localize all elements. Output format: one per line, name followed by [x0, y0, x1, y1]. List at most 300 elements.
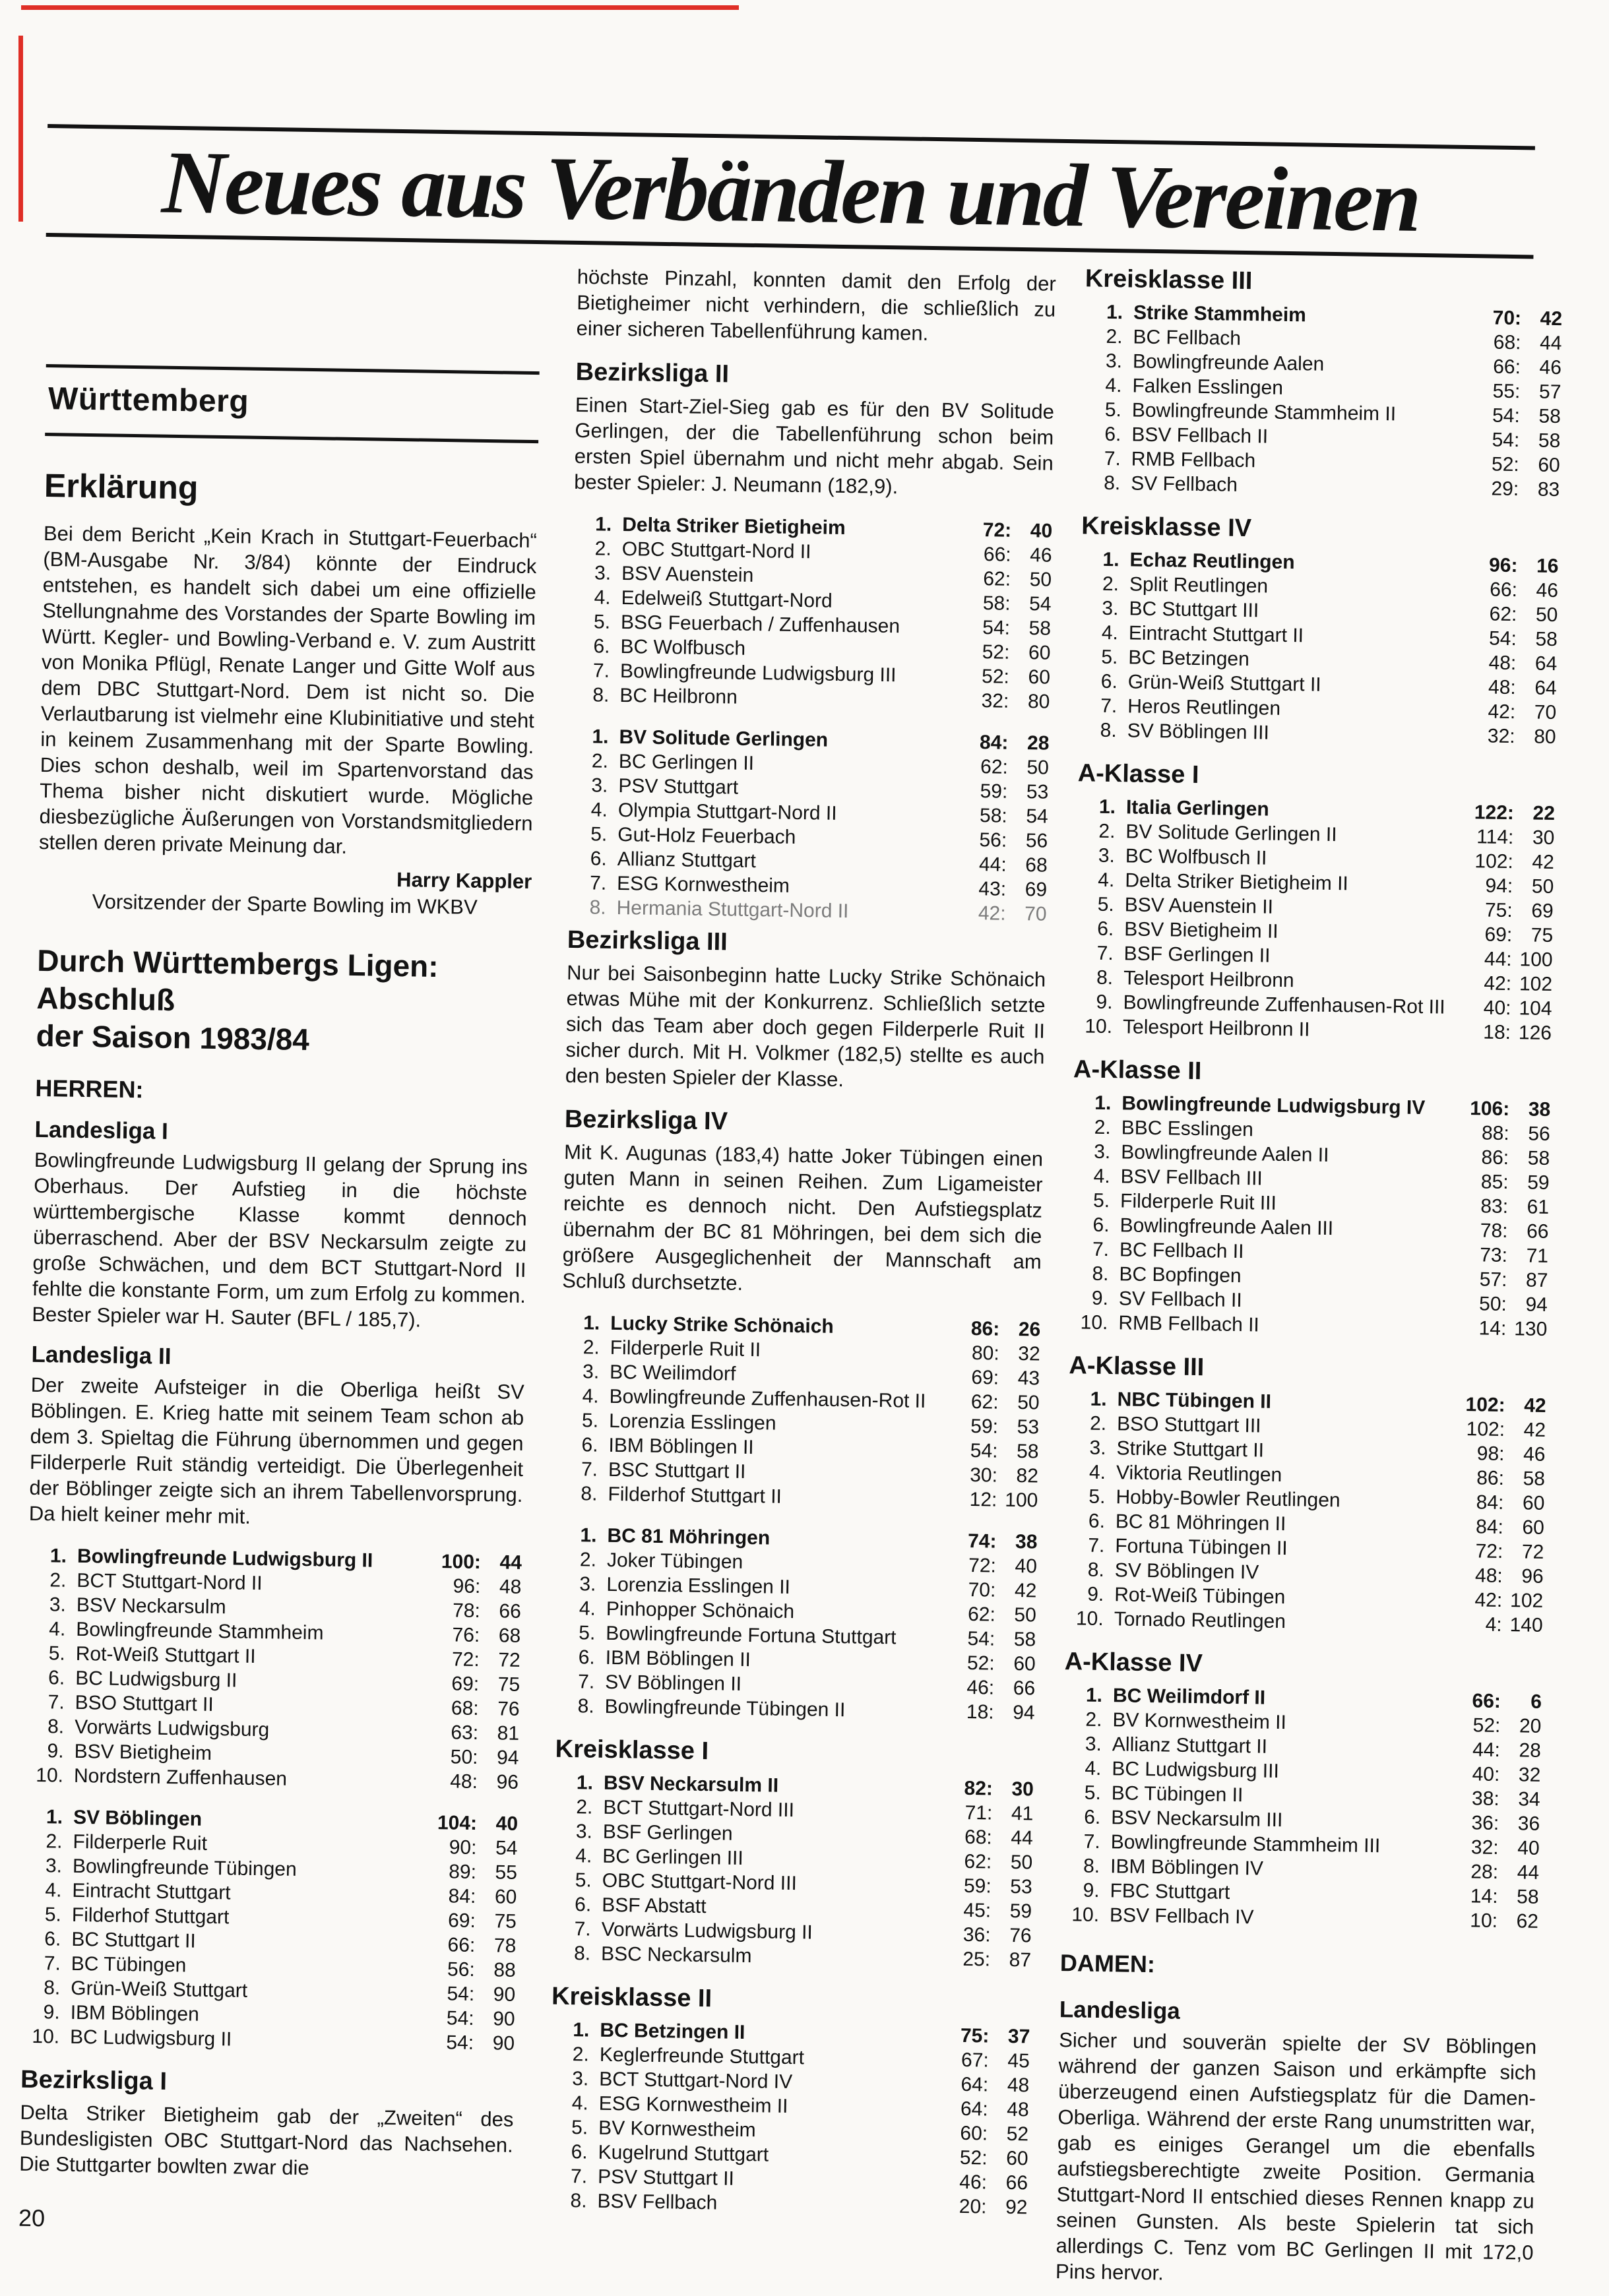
team-name: BC Fellbach — [1133, 326, 1242, 350]
team-rank: 5. — [590, 823, 608, 846]
team-name: Hobby-Bowler Reutlingen — [1116, 1486, 1341, 1512]
team-name: Allianz Stuttgart II — [1112, 1733, 1268, 1758]
team-name: Nordstern Zuffenhausen — [73, 1764, 288, 1790]
team-rank: 7. — [44, 1952, 61, 1975]
team-score: 14 : 58 — [1470, 1885, 1539, 1908]
team-name: BSO Stuttgart II — [75, 1691, 214, 1716]
team-rank: 9. — [1087, 1583, 1104, 1606]
team-name: Vorwärts Ludwigsburg — [74, 1716, 270, 1741]
team-rank: 10. — [36, 1764, 64, 1787]
team-score: 48 : 96 — [450, 1770, 519, 1793]
standings-aklasse1 — [1074, 794, 1555, 1045]
bezirksliga4-body: Mit K. Augunas (183,4) hatte Joker Tübingen einen guten Mann in seinen Reihen. Zum Ligameister reichte es dennoch nicht. Den Aufstiegsplatz übernahm der BC 81 Möhringen, bei dem sich die größere Ausgeglichenheit der Mannschaft am Schluß durchsetzte. — [561, 1140, 1044, 1295]
team-name: Bowlingfreunde Ludwigsburg II — [77, 1545, 373, 1572]
standings-aklasse4 — [1061, 1683, 1542, 1934]
team-name: BC Ludwigsburg II — [69, 2026, 232, 2051]
team-score: 72 : 40 — [968, 1554, 1038, 1578]
team-name: Filderhof Stuttgart II — [608, 1483, 782, 1508]
team-name: ESG Kornwestheim II — [598, 2092, 788, 2118]
team-score: 62 : 50 — [967, 1603, 1037, 1627]
team-name: BSC Neckarsulm — [600, 1942, 752, 1968]
team-name: Filderperle Ruit III — [1120, 1190, 1277, 1214]
team-score: 84 : 60 — [1476, 1491, 1545, 1514]
standings-kreisklasse1 — [552, 1770, 1034, 1973]
team-score: 83 : 61 — [1480, 1195, 1550, 1218]
team-name: BV Solitude Gerlingen II — [1125, 821, 1337, 846]
team-score: 62 : 50 — [980, 756, 1050, 779]
standings-kreisklasse2 — [548, 2018, 1030, 2220]
team-name: BSV Bietigheim II — [1124, 918, 1278, 943]
team-rank: 9. — [43, 2001, 60, 2024]
damen-landesliga-heading: Landesliga — [1059, 1997, 1181, 2024]
team-rank: 6. — [47, 1667, 65, 1689]
team-rank: 7. — [570, 2165, 588, 2188]
bezirksliga1-body: Delta Striker Bietigheim gab der „Zweiten“ des Bundesligisten OBC Stuttgart-Nord das Nachsehen. Die Stuttgarter bowlten zwar die — [19, 2100, 514, 2180]
team-score: 52 : 60 — [982, 641, 1051, 664]
team-rank: 3. — [594, 562, 612, 584]
team-rank: 4. — [1093, 1165, 1110, 1188]
bezirksliga2-body: Einen Start-Ziel-Sieg gab es für den BV Solitude Gerlingen, der die Tabellenführung schon beim ersten Spiel übernahm und nicht mehr abgab. Sein bester Spieler: J. Neumann (182,9). — [573, 392, 1055, 499]
team-rank: 1. — [1085, 1684, 1103, 1707]
team-score: 96 : 48 — [453, 1575, 522, 1598]
team-rank: 5. — [579, 1622, 596, 1644]
season-heading: Durch Württembergs Ligen: Abschluß der Saison 1983/84 — [36, 943, 439, 1057]
team-score: 54 : 58 — [970, 1440, 1039, 1463]
team-score: 69 : 43 — [971, 1367, 1040, 1390]
masthead — [46, 124, 1535, 259]
standings-bezirksliga1 — [571, 512, 1052, 714]
team-score: 98 : 46 — [1476, 1443, 1546, 1466]
team-score: 70 : 42 — [968, 1578, 1037, 1602]
team-name: Echaz Reutlingen — [1129, 549, 1295, 574]
damen-landesliga-body: Sicher und souverän spielte der SV Böblingen während der ganzen Saison und erkämpfte sich überzeugend einen Aufstiegsplatz für die Damen-Oberliga. Während der erste Rang unumstritten war, gab es einiges Gerangel um die ebenfalls aufstiegsberechtigte zweite Position. Germania Stuttgart-Nord II entschied dieses Rennen knapp zu seinen Gunsten. Als beste Spielerin tat sich allerdings C. Tenz vom BC Gerlingen II mit 172,0 Pins hervor. — [1055, 2028, 1537, 2285]
team-score: 29 : 83 — [1491, 478, 1560, 501]
team-rank: 5. — [1097, 893, 1115, 916]
landesliga2-body: Der zweite Aufsteiger in die Oberliga heißt SV Böblingen. E. Krieg hatte mit seinem Team schon ab dem 3. Spieltag die Führung übernommen und gegen Filderperle Ruit ständig verteidigt. Die Überlegenheit der Böblinger zeigte sich an ihrem Tabellenvorsprung. Da hielt keiner mehr mit. — [28, 1373, 524, 1528]
team-rank: 7. — [581, 1458, 598, 1481]
aklasse3-heading: A-Klasse III — [1069, 1351, 1205, 1382]
team-rank: 3. — [1098, 844, 1116, 867]
team-name: Grün-Weiß Stuttgart — [71, 1977, 248, 2002]
team-rank: 2. — [591, 750, 609, 772]
team-rank: 6. — [578, 1646, 596, 1669]
team-rank: 5. — [1101, 646, 1118, 669]
team-rank: 2. — [1106, 325, 1123, 348]
herren-label: HERREN: — [35, 1074, 144, 1103]
team-name: BSG Feuerbach / Zuffenhausen — [620, 611, 900, 638]
team-rank: 8. — [570, 2190, 587, 2212]
landesliga1-heading: Landesliga I — [34, 1116, 169, 1144]
team-name: BC Ludwigsburg II — [75, 1667, 237, 1692]
team-name: NBC Tübingen II — [1117, 1388, 1272, 1413]
team-name: BC Gerlingen III — [602, 1845, 743, 1869]
team-score: 42 : 70 — [978, 902, 1047, 925]
team-score: 86 : 26 — [970, 1317, 1041, 1341]
aklasse2-heading: A-Klasse II — [1073, 1055, 1202, 1086]
team-score: 62 : 50 — [970, 1391, 1040, 1414]
team-rank: 8. — [43, 1977, 61, 1999]
team-score: 62 : 50 — [1489, 603, 1558, 627]
standings-kreisklasse3 — [1082, 299, 1562, 502]
team-rank: 6. — [593, 635, 610, 658]
team-rank: 7. — [1104, 447, 1121, 470]
team-score: 69 : 75 — [451, 1673, 521, 1696]
team-score: 56 : 56 — [979, 829, 1048, 852]
team-name: Falken Esslingen — [1132, 375, 1284, 399]
team-score: 54 : 58 — [1492, 404, 1562, 428]
team-name: SV Fellbach II — [1118, 1288, 1242, 1312]
team-name: BV Kornwestheim — [598, 2117, 756, 2142]
team-name: BSV Fellbach II — [1131, 423, 1269, 448]
team-score: 10 : 62 — [1470, 1909, 1539, 1933]
team-name: PSV Stuttgart II — [597, 2165, 735, 2190]
team-rank: 1. — [49, 1545, 67, 1567]
team-rank: 1. — [1106, 301, 1123, 324]
team-rank: 2. — [583, 1336, 600, 1359]
team-name: BC Wolfbusch — [620, 636, 746, 660]
standings-bezirksliga3 — [559, 1311, 1040, 1513]
team-name: BC 81 Möhringen — [607, 1524, 771, 1549]
team-name: Bowlingfreunde Stammheim III — [1110, 1831, 1381, 1857]
team-name: BSV Auenstein II — [1124, 894, 1274, 918]
region-title: Württemberg — [47, 381, 249, 419]
team-rank: 2. — [594, 538, 612, 560]
team-rank: 10. — [1071, 1904, 1100, 1926]
team-name: Bowlingfreunde Ludwigsburg III — [619, 660, 897, 687]
team-score: 36 : 76 — [962, 1923, 1032, 1947]
team-score: 56 : 88 — [447, 1958, 516, 1981]
team-rank: 8. — [577, 1695, 594, 1718]
team-score: 58 : 54 — [982, 592, 1052, 615]
team-score: 76 : 68 — [452, 1624, 521, 1647]
team-rank: 1. — [1102, 548, 1120, 571]
team-rank: 10. — [32, 2025, 60, 2048]
team-name: SV Böblingen — [73, 1806, 203, 1830]
team-rank: 6. — [1092, 1214, 1110, 1237]
team-score: 52 : 60 — [959, 2146, 1028, 2170]
team-score: 54 : 90 — [446, 2032, 515, 2055]
page-number: 20 — [18, 2204, 46, 2232]
team-rank: 8. — [1092, 1262, 1109, 1286]
team-rank: 2. — [46, 1830, 63, 1853]
team-name: Rot-Weiß Stuttgart II — [75, 1642, 256, 1667]
team-rank: 6. — [590, 848, 607, 870]
team-name: Telesport Heilbronn — [1123, 967, 1294, 992]
team-rank: 4. — [1098, 869, 1115, 892]
team-rank: 1. — [594, 513, 612, 536]
team-name: Split Reutlingen — [1129, 573, 1269, 598]
team-score: 4 : 140 — [1485, 1613, 1543, 1636]
team-name: Pinhopper Schönaich — [606, 1598, 795, 1623]
team-name: Bowlingfreunde Ludwigsburg IV — [1121, 1092, 1426, 1119]
team-score: 38 : 34 — [1471, 1787, 1540, 1811]
standings-landesliga1 — [25, 1543, 522, 1795]
team-name: BSV Fellbach IV — [1109, 1904, 1254, 1929]
team-rank: 4. — [582, 1385, 599, 1408]
team-name: BSV Fellbach — [597, 2190, 718, 2214]
team-score: 14 : 130 — [1478, 1317, 1548, 1340]
team-name: IBM Böblingen II — [608, 1434, 754, 1459]
team-name: Joker Tübingen — [606, 1549, 743, 1573]
team-score: 48 : 64 — [1488, 676, 1557, 700]
team-score: 18 : 94 — [966, 1700, 1035, 1724]
team-rank: 5. — [1104, 398, 1122, 421]
team-score: 45 : 59 — [963, 1899, 1032, 1923]
team-rank: 2. — [579, 1549, 597, 1571]
team-score: 40 : 32 — [1472, 1763, 1541, 1786]
team-score: 58 : 54 — [979, 805, 1049, 828]
team-rank: 4. — [1088, 1461, 1106, 1484]
team-rank: 3. — [1105, 350, 1123, 373]
team-rank: 3. — [45, 1855, 63, 1877]
team-name: Bowlingfreunde Stammheim — [76, 1618, 324, 1644]
team-score: 54 : 90 — [446, 2007, 515, 2030]
team-score: 67 : 45 — [961, 2049, 1030, 2072]
team-score: 96 : 16 — [1488, 554, 1559, 578]
team-score: 40 : 104 — [1483, 997, 1552, 1020]
team-score: 66 : 46 — [1492, 356, 1562, 379]
team-score: 64 : 48 — [961, 2073, 1030, 2097]
team-score: 94 : 50 — [1485, 875, 1554, 898]
team-name: BC Ludwigsburg III — [1112, 1758, 1280, 1782]
team-score: 86 : 58 — [1481, 1146, 1550, 1169]
team-rank: 7. — [592, 660, 610, 682]
aklasse4-heading: A-Klasse IV — [1064, 1648, 1203, 1678]
team-rank: 5. — [48, 1642, 66, 1665]
team-name: Eintracht Stuttgart II — [1128, 622, 1304, 647]
team-name: BSF Gerlingen II — [1123, 943, 1271, 967]
team-score: 69 : 75 — [447, 1909, 517, 1933]
team-name: Kugelrund Stuttgart — [598, 2141, 769, 2166]
team-rank: 6. — [1100, 670, 1118, 693]
team-rank: 1. — [573, 2019, 590, 2041]
standings-landesliga2 — [21, 1805, 518, 2056]
team-score: 78 : 66 — [452, 1599, 522, 1623]
team-name: BV Solitude Gerlingen — [619, 726, 829, 751]
kreisklasse4-heading: Kreisklasse IV — [1081, 512, 1252, 543]
team-rank: 5. — [44, 1904, 62, 1926]
team-score: 75 : 69 — [1484, 899, 1554, 923]
standings-kreisklasse4 — [1078, 547, 1558, 749]
team-name: BSF Gerlingen — [602, 1820, 733, 1845]
team-name: Bowlingfreunde Aalen III — [1120, 1214, 1334, 1240]
kreisklasse2-heading: Kreisklasse II — [551, 1982, 712, 2013]
team-score: 100 : 44 — [441, 1551, 522, 1574]
team-name: BC Tübingen II — [1111, 1782, 1244, 1807]
team-name: Eintracht Stuttgart — [72, 1879, 231, 1904]
team-rank: 2. — [1085, 1708, 1102, 1731]
team-rank: 1. — [592, 726, 609, 748]
team-score: 89 : 55 — [448, 1861, 518, 1884]
team-score: 57 : 87 — [1479, 1268, 1548, 1291]
team-name: Grün-Weiß Stuttgart II — [1127, 671, 1321, 696]
team-rank: 7. — [1096, 942, 1114, 965]
team-score: 82 : 30 — [964, 1777, 1034, 1801]
team-rank: 9. — [1096, 991, 1113, 1014]
team-score: 62 : 50 — [983, 568, 1052, 591]
team-score: 18 : 126 — [1483, 1021, 1552, 1045]
team-rank: 2. — [1089, 1412, 1107, 1435]
team-score: 52 : 60 — [981, 666, 1051, 689]
team-score: 54 : 58 — [982, 617, 1052, 640]
team-name: BC Weilimdorf II — [1112, 1685, 1266, 1709]
team-rank: 2. — [576, 1796, 593, 1818]
team-score: 66 : 78 — [447, 1934, 517, 1957]
team-name: Lorenzia Esslingen — [608, 1410, 776, 1435]
team-score: 102 : 42 — [1466, 1418, 1546, 1441]
team-rank: 10. — [1075, 1607, 1104, 1630]
team-score: 52 : 60 — [966, 1652, 1036, 1675]
team-score: 59 : 53 — [970, 1415, 1040, 1439]
team-name: SV Böblingen III — [1127, 720, 1270, 744]
team-score: 44 : 100 — [1484, 948, 1553, 972]
team-name: Filderhof Stuttgart — [71, 1904, 230, 1929]
team-name: PSV Stuttgart — [618, 774, 739, 799]
signature-role: Vorsitzender der Sparte Bowling im WKBV — [92, 890, 478, 919]
team-score: 42 : 102 — [1474, 1589, 1544, 1612]
team-name: Bowlingfreunde Aalen — [1132, 350, 1325, 375]
team-rank: 2. — [1094, 1116, 1112, 1139]
team-score: 122 : 22 — [1474, 801, 1556, 825]
team-name: Tornado Reutlingen — [1114, 1608, 1286, 1633]
team-score: 72 : 72 — [1475, 1540, 1544, 1563]
team-rank: 3. — [1085, 1733, 1102, 1756]
team-name: Bowlingfreunde Aalen II — [1120, 1141, 1329, 1167]
team-rank: 8. — [592, 684, 610, 706]
team-score: 20 : 92 — [959, 2195, 1028, 2219]
team-rank: 6. — [1096, 917, 1114, 941]
team-score: 59 : 53 — [963, 1875, 1032, 1898]
team-score: 62 : 50 — [964, 1850, 1033, 1874]
aklasse1-heading: A-Klasse I — [1077, 759, 1199, 790]
damen-label: DAMEN: — [1059, 1949, 1156, 1978]
team-name: Bowlingfreunde Zuffenhausen-Rot II — [609, 1385, 926, 1412]
column-left — [18, 364, 540, 2239]
team-score: 72 : 40 — [982, 519, 1053, 542]
team-name: Delta Striker Bietigheim — [622, 514, 846, 540]
team-rank: 3. — [49, 1594, 67, 1616]
team-name: Fortuna Tübingen II — [1115, 1535, 1288, 1560]
team-score: 66 : 6 — [1472, 1690, 1542, 1713]
team-rank: 2. — [572, 2043, 590, 2066]
team-score: 64 : 48 — [960, 2097, 1029, 2121]
team-score: 52 : 20 — [1472, 1714, 1542, 1737]
team-rank: 8. — [1087, 1559, 1105, 1582]
team-name: SV Böblingen IV — [1114, 1559, 1259, 1584]
team-score: 54 : 58 — [1488, 627, 1558, 651]
team-score: 114 : 30 — [1476, 826, 1555, 850]
team-name: Keglerfreunde Stuttgart — [599, 2043, 805, 2069]
bezirksliga3-body: Nur bei Saisonbeginn hatte Lucky Strike Schönaich etwas Mühe mit der Konkurrenz. Schließlich setzte sich das Team aber doch gegen Filderperle Ruit II sicher durch. Mit H. Volkmer (182,5) stellte es auch den besten Spieler der Klasse. — [565, 960, 1046, 1092]
team-rank: 1. — [1090, 1388, 1107, 1411]
team-rank: 5. — [1088, 1485, 1106, 1508]
team-name: BSV Neckarsulm III — [1111, 1807, 1283, 1832]
team-score: 106 : 38 — [1469, 1098, 1551, 1121]
team-rank: 6. — [1088, 1510, 1106, 1533]
team-rank: 9. — [1091, 1287, 1109, 1310]
standings-aklasse2 — [1069, 1090, 1550, 1342]
team-name: IBM Böblingen IV — [1110, 1855, 1264, 1880]
team-rank: 8. — [581, 1483, 598, 1505]
team-score: 44 : 28 — [1472, 1739, 1542, 1762]
team-score: 70 : 42 — [1492, 307, 1563, 330]
team-score: 90 : 54 — [449, 1836, 518, 1859]
team-name: IBM Böblingen II — [605, 1646, 751, 1671]
team-rank: 1. — [583, 1312, 600, 1334]
team-rank: 4. — [590, 799, 608, 821]
team-name: Edelweiß Stuttgart-Nord — [621, 587, 833, 612]
team-score: 42 : 102 — [1484, 972, 1553, 996]
team-name: Bowlingfreunde Tübingen II — [604, 1695, 846, 1722]
team-rank: 4. — [1101, 621, 1119, 644]
team-rank: 7. — [1092, 1238, 1110, 1261]
team-name: FBC Stuttgart — [1110, 1880, 1230, 1904]
team-name: Lorenzia Esslingen II — [606, 1573, 791, 1598]
standings-bezirksliga2 — [567, 724, 1049, 927]
team-name: Gut-Holz Feuerbach — [617, 823, 796, 848]
team-rank: 2. — [1102, 573, 1120, 596]
team-rank: 7. — [589, 872, 607, 894]
team-score: 32 : 40 — [1470, 1836, 1540, 1859]
team-name: SV Fellbach — [1131, 472, 1238, 496]
team-rank: 4. — [49, 1618, 66, 1640]
team-name: BCT Stuttgart-Nord IV — [599, 2068, 793, 2094]
team-rank: 3. — [591, 774, 608, 797]
team-name: Filderperle Ruit II — [610, 1336, 761, 1361]
team-rank: 8. — [1096, 966, 1114, 989]
team-rank: 4. — [575, 1845, 592, 1867]
team-name: Bowlingfreunde Zuffenhausen-Rot III — [1123, 991, 1445, 1018]
erklaerung-body: Bei dem Bericht „Kein Krach in Stuttgart-Feuerbach“ (BM-Ausgabe Nr. 3/84) könnte der Eindruck entstehen, es handelt sich dabei um eine offizielle Stellungnahme des Vorstandes der Sparte Bowling im Württ. Kegler- und Bowling-Verband e. V. zum Austritt von Monika Pflügl, Renate Langer und Gitte Wolf aus dem DBC Stuttgart-Nord. Dem ist nicht so. Die Verlautbarung ist vielmehr eine Klubinitiative und steht in keinem Zusammenhang mit der Sparte Bowling. Dies schon deshalb, weil im Spartenvorstand das Thema bisher nicht diskutiert wurde. Mögliche diesbezügliche Äußerungen von Vorstandsmitgliedern stellen deren private Meinung dar. — [38, 522, 538, 858]
team-rank: 1. — [576, 1772, 594, 1794]
team-score: 68 : 44 — [1493, 331, 1562, 355]
page-title: Neues aus Verbänden und Vereinen — [160, 133, 1420, 251]
team-rank: 9. — [47, 1740, 64, 1762]
team-name: BSV Auenstein — [621, 563, 754, 586]
team-score: 73 : 71 — [1480, 1244, 1549, 1267]
team-score: 30 : 82 — [969, 1464, 1039, 1487]
team-name: Allianz Stuttgart — [617, 848, 757, 873]
team-rank: 1. — [1094, 1092, 1112, 1115]
team-name: Bowlingfreunde Stammheim II — [1131, 399, 1397, 425]
team-rank: 8. — [589, 896, 606, 919]
team-rank: 4. — [594, 586, 611, 609]
team-name: SV Böblingen II — [604, 1671, 742, 1695]
team-score: 68 : 76 — [451, 1697, 520, 1720]
team-name: BCT Stuttgart-Nord III — [603, 1796, 795, 1822]
team-rank: 6. — [1104, 423, 1121, 446]
bezirksliga2-heading: Bezirksliga II — [575, 357, 730, 388]
team-score: 46 : 66 — [966, 1676, 1036, 1700]
team-name: IBM Böblingen — [70, 2001, 200, 2026]
team-score: 84 : 60 — [448, 1885, 517, 1908]
team-rank: 3. — [575, 1820, 593, 1843]
team-name: Heros Reutlingen — [1127, 695, 1281, 720]
team-rank: 1. — [1098, 795, 1116, 819]
team-rank: 7. — [577, 1671, 595, 1693]
team-rank: 7. — [574, 1918, 591, 1940]
team-rank: 3. — [579, 1573, 596, 1596]
team-name: BC Wolfbusch II — [1125, 845, 1267, 869]
team-rank: 5. — [575, 1869, 592, 1892]
team-name: BSV Fellbach III — [1120, 1165, 1263, 1190]
team-name: ESG Kornwestheim — [616, 872, 790, 897]
team-rank: 7. — [47, 1691, 65, 1714]
team-name: Hermania Stuttgart-Nord II — [616, 896, 849, 923]
standings-aklasse3 — [1065, 1386, 1546, 1638]
team-score: 46 : 66 — [959, 2171, 1028, 2194]
team-score: 63 : 81 — [451, 1722, 520, 1745]
